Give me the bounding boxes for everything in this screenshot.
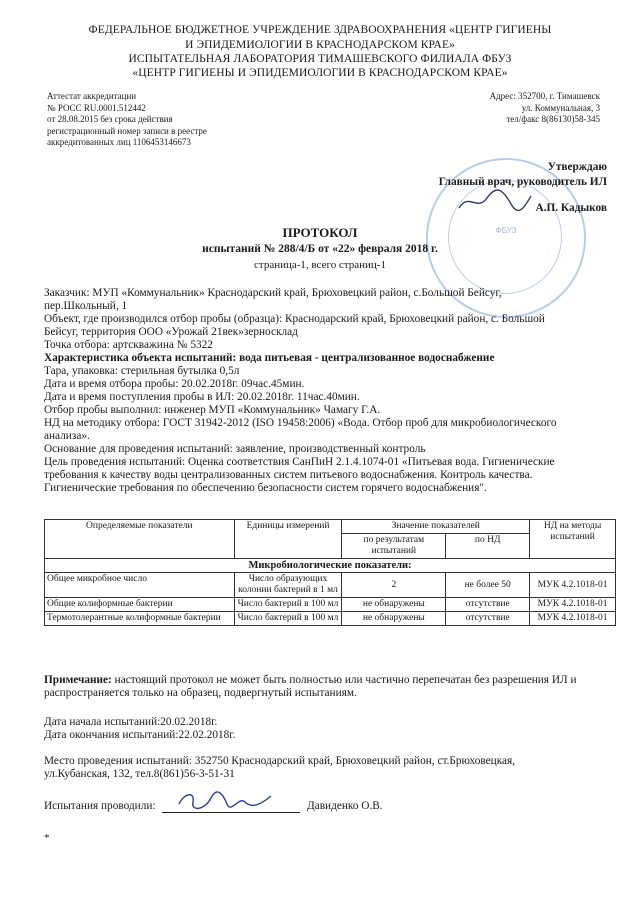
sampler: Отбор пробы выполнил: инженер МУП «Коммунальник» Чамагу Г.А. xyxy=(44,404,381,416)
cell-units: Число бактерий в 100 мл xyxy=(234,612,342,626)
dates-block xyxy=(44,716,444,742)
table-row xyxy=(45,598,616,612)
footer-mark: * xyxy=(44,832,50,844)
note-block xyxy=(44,674,616,700)
customer-line: пер.Школьный, 1 xyxy=(44,300,128,312)
results-table xyxy=(44,519,616,626)
sampling-point: Точка отбора: артскважина № 5322 xyxy=(44,339,213,351)
conducted-label: Испытания проводили: xyxy=(44,800,156,812)
cell-method: МУК 4.2.1018-01 xyxy=(530,573,616,598)
conducted-name: Давиденко О.В. xyxy=(307,800,383,812)
table-row xyxy=(45,612,616,626)
header-line-4: «ЦЕНТР ГИГИЕНЫ И ЭПИДЕМИОЛОГИИ В КРАСНОДАРСКОМ КРАЕ» xyxy=(132,67,508,79)
cell-indicator: Термотолерантные колиформные бактерии xyxy=(45,612,235,626)
info-block xyxy=(44,287,614,495)
cell-norm: не более 50 xyxy=(446,573,530,598)
cell-units: Число бактерий в 100 мл xyxy=(234,598,342,612)
header-norm: по НД xyxy=(446,534,530,559)
address-block xyxy=(430,91,600,126)
cell-norm: отсутствие xyxy=(446,612,530,626)
place-line: ул.Кубанская, 132, тел.8(861)56-3-51-31 xyxy=(44,768,235,780)
end-date: Дата окончания испытаний:22.02.2018г. xyxy=(44,729,236,741)
protocol-title: ПРОТОКОЛ xyxy=(282,225,358,240)
address-line: Адрес: 352700, г. Тимашевск xyxy=(489,91,600,101)
cell-result: 2 xyxy=(342,573,446,598)
header-line-1: ФЕДЕРАЛЬНОЕ БЮДЖЕТНОЕ УЧРЕЖДЕНИЕ ЗДРАВООХРАНЕНИЯ «ЦЕНТР ГИГИЕНЫ xyxy=(88,24,552,36)
sampling-date: Дата и время отбора пробы: 20.02.2018г. 09час.45мин. xyxy=(44,378,305,390)
header-results: по результатам испытаний xyxy=(342,534,446,559)
accreditation-block xyxy=(47,91,327,149)
approval-name: А.П. Кадыков xyxy=(535,202,607,214)
packaging: Тара, упаковка: стерильная бутылка 0,5л xyxy=(44,365,240,377)
accreditation-line: Аттестат аккредитации xyxy=(47,91,137,101)
header-method: НД на методы испытаний xyxy=(530,520,616,559)
object-characteristic: Характеристика объекта испытаний: вода питьевая - централизованное водоснабжение xyxy=(44,352,495,364)
protocol-pages: страница-1, всего страниц-1 xyxy=(254,259,386,271)
note-label: Примечание: xyxy=(44,674,112,686)
header-indicator: Определяемые показатели xyxy=(45,520,235,559)
accreditation-line: регистрационный номер записи в реестре xyxy=(47,125,207,136)
cell-units: Число образующих колонии бактерий в 1 мл xyxy=(234,573,342,598)
cell-norm: отсутствие xyxy=(446,598,530,612)
table-row xyxy=(45,573,616,598)
accreditation-line: аккредитованных лиц 1106453146673 xyxy=(47,137,191,147)
place-block xyxy=(44,755,616,781)
test-basis: Основание для проведения испытаний: заявление, производственный контроль xyxy=(44,443,426,455)
approval-position: Главный врач, руководитель ИЛ xyxy=(438,176,607,188)
sampling-method: анализа». xyxy=(44,430,90,442)
header-line-2: И ЭПИДЕМИОЛОГИИ В КРАСНОДАРСКОМ КРАЕ» xyxy=(185,39,455,51)
receipt-date: Дата и время поступления пробы в ИЛ: 20.02.2018г. 11час.40мин. xyxy=(44,391,360,403)
cell-indicator: Общие колиформные бактерии xyxy=(45,598,235,612)
header-line-3: ИСПЫТАТЕЛЬНАЯ ЛАБОРАТОРИЯ ТИМАШЕВСКОГО ФИЛИАЛА ФБУЗ xyxy=(128,53,512,65)
stamp-text: ФБУЗ xyxy=(495,226,517,235)
cell-method: МУК 4.2.1018-01 xyxy=(530,612,616,626)
accreditation-line: № РОСС RU.0001.512442 xyxy=(47,102,146,113)
cell-method: МУК 4.2.1018-01 xyxy=(530,598,616,612)
cell-result: не обнаружены xyxy=(342,598,446,612)
note-text: распространяется только на образец, подвергнутый испытаниям. xyxy=(44,687,357,699)
cell-indicator: Общее микробное число xyxy=(45,573,235,598)
protocol-subtitle: испытаний № 288/4/Б от «22» февраля 2018 г. xyxy=(202,243,438,255)
object-line: Объект, где производился отбор пробы (образца): Краснодарский край, Брюховецкий район, с. Большой xyxy=(44,313,545,325)
sampling-method: НД на методику отбора: ГОСТ 31942-2012 (ISO 19458:2006) «Вода. Отбор проб для микробиологического xyxy=(44,417,557,429)
section-title: Микробиологические показатели: xyxy=(45,559,616,573)
customer-line: Заказчик: МУП «Коммунальник» Краснодарский край, Брюховецкий район, с.Большой Бейсуг, xyxy=(44,287,502,299)
header-units: Единицы измерений xyxy=(234,520,342,559)
address-line: тел/факс 8(86130)58-345 xyxy=(506,114,600,124)
approval-label: Утверждаю xyxy=(547,161,607,173)
note-text: настоящий протокол не может быть полностью или частично перепечатан без разрешения ИЛ и xyxy=(111,674,577,686)
header-values: Значение показателей xyxy=(342,520,530,534)
accreditation-line: от 28.08.2015 без срока действия xyxy=(47,114,173,124)
cell-result: не обнаружены xyxy=(342,612,446,626)
table-header-row xyxy=(45,520,616,534)
place-line: Место проведения испытаний: 352750 Краснодарский край, Брюховецкий район, ст.Брюховецкая, xyxy=(44,755,516,767)
test-purpose: Гигиенические требования по обеспечению безопасности систем горячего водоснабжения". xyxy=(44,482,487,494)
conducted-signature xyxy=(175,788,275,814)
test-purpose: Цель проведения испытаний: Оценка соответствия СанПиН 2.1.4.1074-01 «Питьевая вода. Гигиенические xyxy=(44,456,555,468)
table-section-row xyxy=(45,559,616,573)
object-line: Бейсуг, территория ООО «Урожай 21век»зерносклад xyxy=(44,326,298,338)
address-line: ул. Коммунальная, 3 xyxy=(521,102,600,113)
test-purpose: требования к качеству воды централизованных систем питьевого водоснабжения. Контроль качества. xyxy=(44,469,533,481)
start-date: Дата начала испытаний:20.02.2018г. xyxy=(44,716,218,728)
